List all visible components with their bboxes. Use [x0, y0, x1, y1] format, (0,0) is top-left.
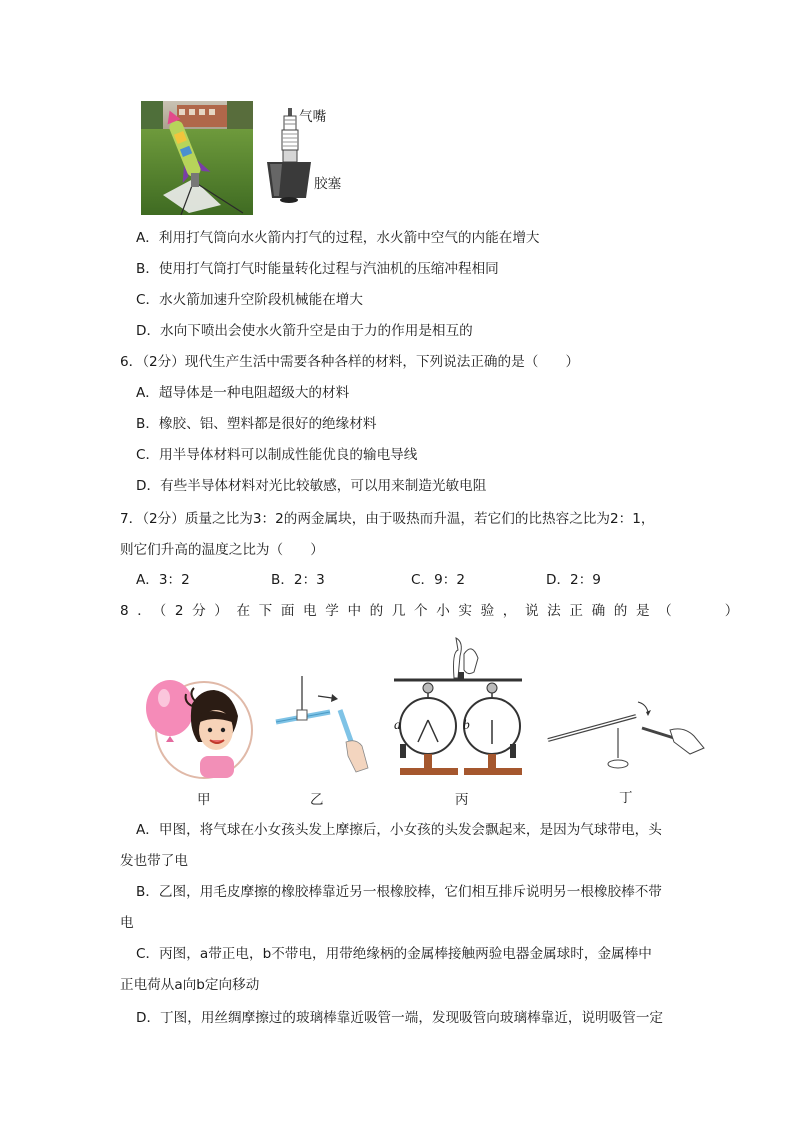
label-nozzle: 气嘴: [299, 109, 327, 125]
q8-option-b-line2: 电: [120, 915, 134, 931]
q6-option-c: C．用半导体材料可以制成性能优良的输电导线: [136, 447, 418, 463]
caption-jia: 甲: [197, 792, 211, 808]
q8-option-b-line1: B．乙图，用毛皮摩擦的橡胶棒靠近另一根橡胶棒，它们相互排斥说明另一根橡胶棒不带: [136, 884, 662, 900]
q6-option-b: B．橡胶、铝、塑料都是很好的绝缘材料: [136, 416, 377, 432]
q6-stem: 6．（2分）现代生产生活中需要各种各样的材料，下列说法正确的是（ ）: [120, 354, 580, 370]
q6-option-a: A．超导体是一种电阻超级大的材料: [136, 385, 350, 401]
q7-option-b: B．2：3: [271, 572, 325, 588]
water-rocket-photo: [141, 101, 253, 215]
caption-bing: 丙: [455, 792, 469, 808]
electroscopes-figure: [386, 632, 528, 782]
q8-option-a-line1: A．甲图，将气球在小女孩头发上摩擦后，小女孩的头发会飘起来，是因为气球带电，头: [136, 822, 662, 838]
electroscope-label-b: b: [463, 717, 470, 732]
q5-option-a: A．利用打气筒向水火箭内打气的过程，水火箭中空气的内能在增大: [136, 230, 540, 246]
q8-option-a-line2: 发也带了电: [120, 853, 188, 869]
caption-ding: 丁: [619, 790, 633, 806]
q7-option-d: D．2：9: [546, 572, 601, 588]
q8-option-c-line1: C．丙图，a带正电，b不带电，用带绝缘柄的金属棒接触两验电器金属球时，金属棒中: [136, 946, 652, 962]
q8-option-c-line2: 正电荷从a向b定向移动: [120, 977, 260, 993]
q8-stem: 8．（2分）在下面电学中的几个小实验，说法正确的是（ ）: [120, 603, 747, 619]
balloon-girl-figure: [140, 676, 260, 780]
q5-option-d: D．水向下喷出会使水火箭升空是由于力的作用是相互的: [136, 323, 473, 339]
q8-option-d-line1: D．丁图，用丝绸摩擦过的玻璃棒靠近吸管一端，发现吸管向玻璃棒靠近，说明吸管一定: [136, 1010, 664, 1026]
q7-option-c: C．9：2: [411, 572, 465, 588]
q7-stem-line2: 则它们升高的温度之比为（ ）: [120, 542, 324, 558]
caption-yi: 乙: [310, 792, 324, 808]
electroscope-label-a: a: [394, 717, 401, 732]
q7-option-a: A．3：2: [136, 572, 190, 588]
q7-stem-line1: 7．（2分）质量之比为3：2的两金属块，由于吸热而升温，若它们的比热容之比为2：1，: [120, 511, 655, 527]
q5-option-b: B．使用打气筒打气时能量转化过程与汽油机的压缩冲程相同: [136, 261, 499, 277]
straw-glass-rod-figure: [544, 696, 706, 776]
label-stopper: 胶塞: [314, 176, 342, 192]
q5-option-c: C．水火箭加速升空阶段机械能在增大: [136, 292, 363, 308]
q6-option-d: D．有些半导体材料对光比较敏感，可以用来制造光敏电阻: [136, 478, 487, 494]
rod-pivot-figure: [268, 672, 372, 778]
